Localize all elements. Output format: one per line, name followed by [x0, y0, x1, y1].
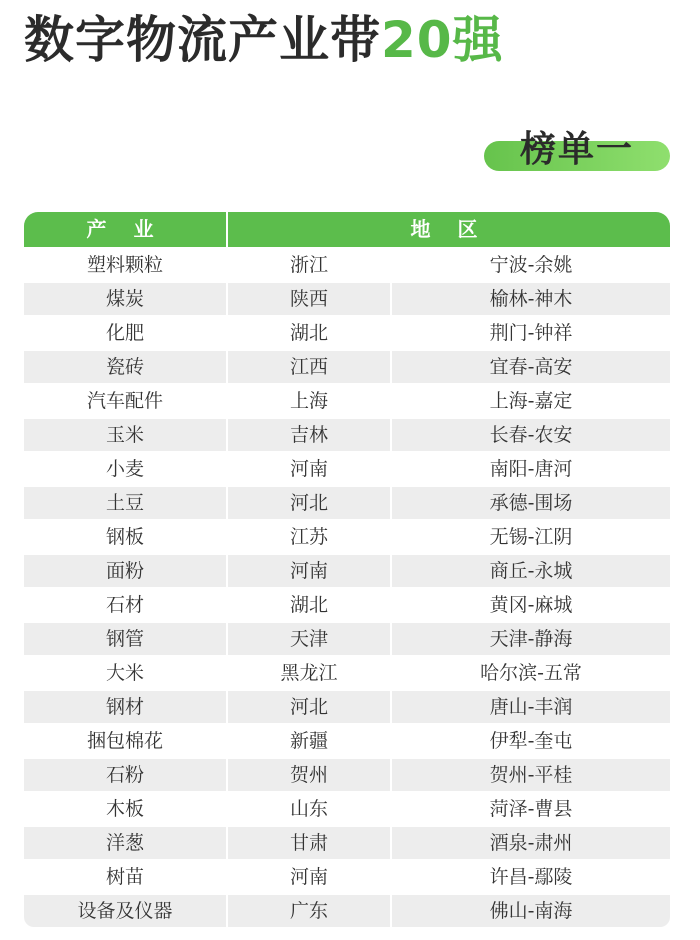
province-cell: 陕西 [228, 283, 392, 315]
city-cell: 承德-围场 [489, 492, 573, 514]
ranking-table [24, 212, 670, 927]
industry-cell: 煤炭 [24, 283, 228, 315]
city-cell: 宜春-高安 [489, 356, 573, 378]
table-row [24, 657, 670, 689]
table-row [24, 895, 670, 927]
table-row [24, 283, 670, 315]
table-row [24, 691, 670, 723]
province-cell: 河北 [228, 487, 392, 519]
city-cell: 荆门-钟祥 [489, 322, 573, 344]
industry-cell: 瓷砖 [24, 351, 228, 383]
industry-cell: 大米 [24, 657, 228, 689]
city-cell: 菏泽-曹县 [489, 798, 573, 820]
industry-cell: 设备及仪器 [24, 895, 228, 927]
industry-cell: 塑料颗粒 [24, 249, 228, 281]
page-title [24, 8, 504, 72]
table-row [24, 487, 670, 519]
province-cell: 广东 [228, 895, 392, 927]
table-row [24, 521, 670, 553]
industry-cell: 玉米 [24, 419, 228, 451]
province-cell: 河南 [228, 555, 392, 587]
table-header [24, 212, 670, 247]
province-cell: 黑龙江 [228, 657, 392, 689]
industry-cell: 汽车配件 [24, 385, 228, 417]
industry-cell: 石材 [24, 589, 228, 621]
province-cell: 湖北 [228, 589, 392, 621]
province-cell: 上海 [228, 385, 392, 417]
table-row [24, 249, 670, 281]
industry-cell: 石粉 [24, 759, 228, 791]
city-cell: 长春-农安 [489, 424, 573, 446]
table-row [24, 555, 670, 587]
industry-cell: 树苗 [24, 861, 228, 893]
list-badge-label: 榜单一 [520, 129, 635, 170]
industry-cell: 小麦 [24, 453, 228, 485]
table-row [24, 385, 670, 417]
industry-cell: 钢板 [24, 521, 228, 553]
province-cell: 天津 [228, 623, 392, 655]
industry-cell: 捆包棉花 [24, 725, 228, 757]
city-cell: 宁波-余姚 [489, 254, 573, 276]
table-row [24, 589, 670, 621]
table-row [24, 453, 670, 485]
city-cell: 许昌-鄢陵 [489, 866, 573, 888]
province-cell: 江苏 [228, 521, 392, 553]
title-accent: 20强 [381, 11, 504, 69]
table-row [24, 861, 670, 893]
city-cell: 佛山-南海 [489, 900, 573, 922]
city-cell: 上海-嘉定 [489, 390, 573, 412]
industry-cell: 钢材 [24, 691, 228, 723]
industry-cell: 面粉 [24, 555, 228, 587]
province-cell: 河北 [228, 691, 392, 723]
city-cell: 商丘-永城 [489, 560, 573, 582]
industry-cell: 木板 [24, 793, 228, 825]
province-cell: 贺州 [228, 759, 392, 791]
industry-cell: 化肥 [24, 317, 228, 349]
city-cell: 贺州-平桂 [489, 764, 573, 786]
city-cell: 唐山-丰润 [489, 696, 573, 718]
header-region: 地 区 [410, 217, 488, 241]
city-cell: 伊犁-奎屯 [489, 730, 573, 752]
table-row [24, 793, 670, 825]
table-body [24, 249, 670, 927]
province-cell: 吉林 [228, 419, 392, 451]
province-cell: 江西 [228, 351, 392, 383]
province-cell: 湖北 [228, 317, 392, 349]
province-cell: 新疆 [228, 725, 392, 757]
header-industry: 产 业 [24, 212, 228, 247]
province-cell: 浙江 [228, 249, 392, 281]
province-cell: 甘肃 [228, 827, 392, 859]
city-cell: 榆林-神木 [489, 288, 573, 310]
table-row [24, 725, 670, 757]
table-row [24, 419, 670, 451]
city-cell: 南阳-唐河 [489, 458, 573, 480]
table-row [24, 351, 670, 383]
industry-cell: 土豆 [24, 487, 228, 519]
province-cell: 河南 [228, 861, 392, 893]
table-row [24, 827, 670, 859]
city-cell: 哈尔滨-五常 [480, 662, 582, 684]
title-main: 数字物流产业带 [24, 11, 381, 69]
city-cell: 无锡-江阴 [489, 526, 573, 548]
industry-cell: 洋葱 [24, 827, 228, 859]
province-cell: 山东 [228, 793, 392, 825]
city-cell: 酒泉-肃州 [489, 832, 573, 854]
province-cell: 河南 [228, 453, 392, 485]
industry-cell: 钢管 [24, 623, 228, 655]
table-row [24, 759, 670, 791]
table-row [24, 623, 670, 655]
table-row [24, 317, 670, 349]
city-cell: 黄冈-麻城 [489, 594, 573, 616]
city-cell: 天津-静海 [489, 628, 573, 650]
